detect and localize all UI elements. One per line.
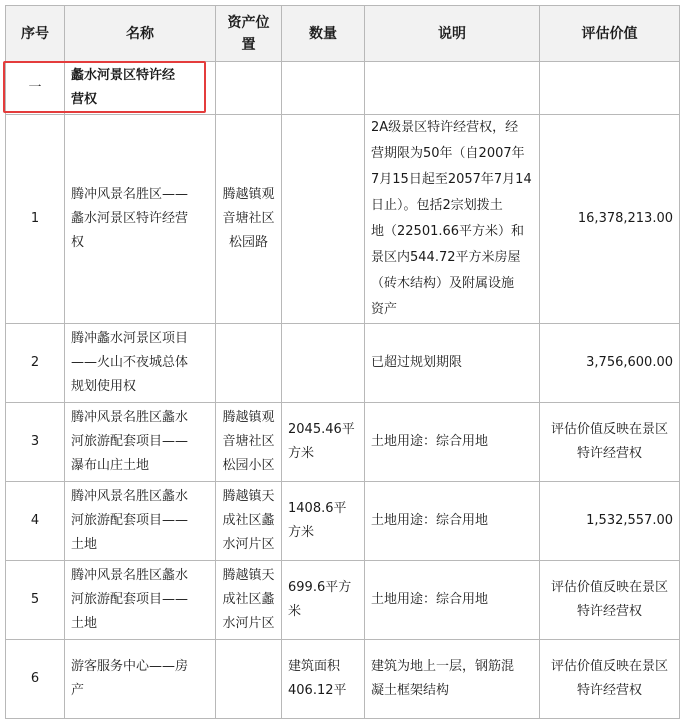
header-no: 序号 (6, 6, 65, 62)
cell-qty (282, 62, 365, 115)
cell-qty: 699.6平方 米 (282, 561, 365, 640)
cell-desc: 土地用途：综合用地 (365, 403, 540, 482)
cell-name: 腾冲风景名胜区蠡水 河旅游配套项目—— 土地 (65, 482, 216, 561)
cell-location: 腾越镇天 成社区蠡 水河片区 (216, 561, 282, 640)
cell-desc: 已超过规划期限 (365, 324, 540, 403)
cell-desc: 建筑为地上一层，钢筋混 凝土框架结构 (365, 640, 540, 719)
cell-location: 腾越镇观 音塘社区 松园路 (216, 115, 282, 324)
cell-value: 评估价值反映在景区 特许经营权 (540, 403, 680, 482)
header-row (6, 6, 680, 62)
asset-table (5, 5, 680, 719)
cell-value: 评估价值反映在景区 特许经营权 (540, 640, 680, 719)
cell-desc (365, 62, 540, 115)
cell-location: 腾越镇天 成社区蠡 水河片区 (216, 482, 282, 561)
header-location: 资产位 置 (216, 6, 282, 62)
header-desc: 说明 (365, 6, 540, 62)
cell-value: 16,378,213.00 (540, 115, 680, 324)
cell-desc: 2A级景区特许经营权，经 营期限为50年（自2007年 7月15日起至2057年7月14 日止）。包括2宗划拨土 地（22501.66平方米）和 景区内544.72平方米房屋 （砖木结构）及附属设施 资产 (365, 115, 540, 324)
cell-location (216, 640, 282, 719)
cell-location (216, 324, 282, 403)
header-qty: 数量 (282, 6, 365, 62)
cell-qty (282, 324, 365, 403)
cell-name: 蠡水河景区特许经 营权 (65, 62, 216, 115)
cell-no: 6 (6, 640, 65, 719)
table-row (6, 403, 680, 482)
cell-no: 一 (6, 62, 65, 115)
cell-name: 游客服务中心——房 产 (65, 640, 216, 719)
cell-value: 1,532,557.00 (540, 482, 680, 561)
table-row (6, 482, 680, 561)
cell-no: 4 (6, 482, 65, 561)
cell-desc: 土地用途：综合用地 (365, 482, 540, 561)
cell-name: 腾冲风景名胜区蠡水 河旅游配套项目—— 瀑布山庄土地 (65, 403, 216, 482)
cell-desc: 土地用途：综合用地 (365, 561, 540, 640)
cell-location (216, 62, 282, 115)
table-row (6, 324, 680, 403)
table-row (6, 62, 680, 115)
cell-no: 3 (6, 403, 65, 482)
cell-name: 腾冲蠡水河景区项目 ——火山不夜城总体 规划使用权 (65, 324, 216, 403)
cell-qty (282, 115, 365, 324)
cell-location: 腾越镇观 音塘社区 松园小区 (216, 403, 282, 482)
cell-qty: 2045.46平 方米 (282, 403, 365, 482)
table-row (6, 561, 680, 640)
header-value: 评估价值 (540, 6, 680, 62)
cell-no: 1 (6, 115, 65, 324)
cell-no: 2 (6, 324, 65, 403)
table-row (6, 640, 680, 719)
cell-qty: 1408.6平 方米 (282, 482, 365, 561)
cell-name: 腾冲风景名胜区—— 蠡水河景区特许经营 权 (65, 115, 216, 324)
cell-name: 腾冲风景名胜区蠡水 河旅游配套项目—— 土地 (65, 561, 216, 640)
header-name: 名称 (65, 6, 216, 62)
cell-value (540, 62, 680, 115)
cell-qty: 建筑面积 406.12平 (282, 640, 365, 719)
table-row (6, 115, 680, 324)
cell-value: 3,756,600.00 (540, 324, 680, 403)
cell-no: 5 (6, 561, 65, 640)
cell-value: 评估价值反映在景区 特许经营权 (540, 561, 680, 640)
